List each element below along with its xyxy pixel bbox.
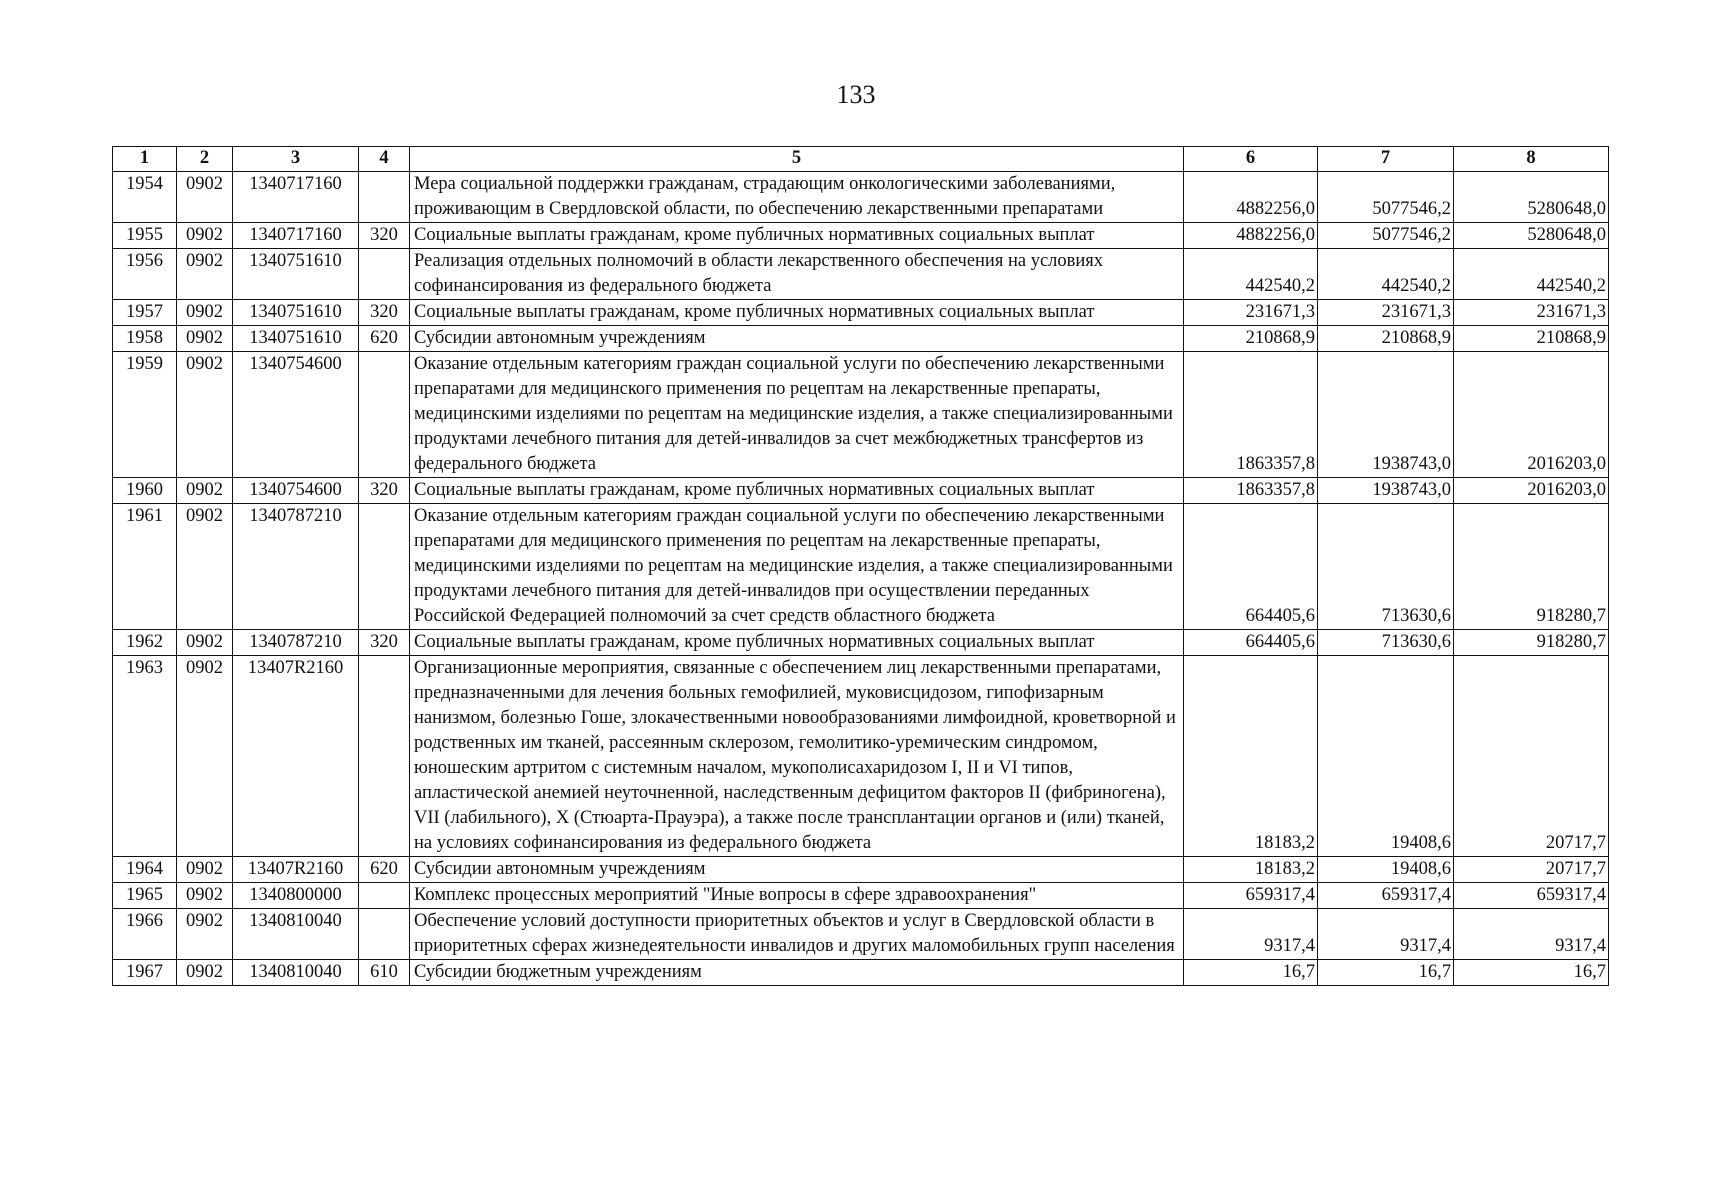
section-code-cell: 0902 <box>177 656 233 857</box>
section-code-cell: 0902 <box>177 249 233 300</box>
table-row <box>113 960 1609 986</box>
table-row <box>113 172 1609 223</box>
target-article-cell: 1340787210 <box>233 630 359 656</box>
amount-year2-cell: 19408,6 <box>1318 857 1454 883</box>
target-article-cell: 1340800000 <box>233 883 359 909</box>
expense-type-cell <box>359 909 410 960</box>
table-row <box>113 249 1609 300</box>
section-code-cell: 0902 <box>177 326 233 352</box>
table-row <box>113 326 1609 352</box>
target-article-cell: 1340751610 <box>233 249 359 300</box>
section-code-cell: 0902 <box>177 504 233 630</box>
target-article-cell: 1340754600 <box>233 478 359 504</box>
description-cell: Субсидии автономным учреждениям <box>410 857 1184 883</box>
table-row <box>113 857 1609 883</box>
amount-year1-cell: 1863357,8 <box>1184 352 1318 478</box>
table-body <box>113 172 1609 986</box>
header-row <box>113 147 1609 172</box>
amount-year2-cell: 1938743,0 <box>1318 478 1454 504</box>
column-header: 3 <box>233 147 359 172</box>
amount-year2-cell: 210868,9 <box>1318 326 1454 352</box>
target-article-cell: 1340810040 <box>233 909 359 960</box>
amount-year3-cell: 20717,7 <box>1454 656 1609 857</box>
expense-type-cell <box>359 249 410 300</box>
target-article-cell: 13407R2160 <box>233 857 359 883</box>
column-header: 5 <box>410 147 1184 172</box>
expense-type-cell <box>359 172 410 223</box>
budget-table <box>112 146 1609 986</box>
description-cell: Социальные выплаты гражданам, кроме публичных нормативных социальных выплат <box>410 300 1184 326</box>
description-cell: Субсидии автономным учреждениям <box>410 326 1184 352</box>
amount-year2-cell: 19408,6 <box>1318 656 1454 857</box>
target-article-cell: 1340787210 <box>233 504 359 630</box>
expense-type-cell <box>359 352 410 478</box>
amount-year2-cell: 713630,6 <box>1318 630 1454 656</box>
amount-year3-cell: 9317,4 <box>1454 909 1609 960</box>
column-header: 7 <box>1318 147 1454 172</box>
amount-year3-cell: 20717,7 <box>1454 857 1609 883</box>
expense-type-cell: 620 <box>359 857 410 883</box>
section-code-cell: 0902 <box>177 857 233 883</box>
amount-year3-cell: 442540,2 <box>1454 249 1609 300</box>
expense-type-cell: 620 <box>359 326 410 352</box>
expense-type-cell: 320 <box>359 478 410 504</box>
amount-year1-cell: 18183,2 <box>1184 656 1318 857</box>
target-article-cell: 1340751610 <box>233 300 359 326</box>
description-cell: Оказание отдельным категориям граждан социальной услуги по обеспечению лекарственными препаратами для медицинского применения по рецептам на лекарственные препараты, медицинскими изделиями по рецептам на медицинские изделия, а также специализированными продуктами лечебного питания для детей-инвалидов при осуществлении переданных Российской Федерацией полномочий за счет средств областного бюджета <box>410 504 1184 630</box>
expense-type-cell: 320 <box>359 223 410 249</box>
row-number-cell: 1962 <box>113 630 177 656</box>
section-code-cell: 0902 <box>177 172 233 223</box>
description-cell: Социальные выплаты гражданам, кроме публичных нормативных социальных выплат <box>410 478 1184 504</box>
section-code-cell: 0902 <box>177 300 233 326</box>
row-number-cell: 1966 <box>113 909 177 960</box>
amount-year2-cell: 5077546,2 <box>1318 172 1454 223</box>
amount-year1-cell: 231671,3 <box>1184 300 1318 326</box>
target-article-cell: 13407R2160 <box>233 656 359 857</box>
page-number: 133 <box>836 80 876 109</box>
amount-year3-cell: 2016203,0 <box>1454 352 1609 478</box>
row-number-cell: 1967 <box>113 960 177 986</box>
target-article-cell: 1340717160 <box>233 172 359 223</box>
amount-year2-cell: 9317,4 <box>1318 909 1454 960</box>
target-article-cell: 1340754600 <box>233 352 359 478</box>
description-cell: Мера социальной поддержки гражданам, страдающим онкологическими заболеваниями, проживающим в Свердловской области, по обеспечению лекарственными препаратами <box>410 172 1184 223</box>
row-number-cell: 1963 <box>113 656 177 857</box>
expense-type-cell <box>359 883 410 909</box>
amount-year1-cell: 9317,4 <box>1184 909 1318 960</box>
amount-year1-cell: 210868,9 <box>1184 326 1318 352</box>
row-number-cell: 1956 <box>113 249 177 300</box>
description-cell: Организационные мероприятия, связанные с обеспечением лиц лекарственными препаратами, предназначенными для лечения больных гемофилией, муковисцидозом, гипофизарным нанизмом, болезнью Гоше, злокачественными новообразованиями лимфоидной, кроветворной и родственных им тканей, рассеянным склерозом, гемолитико-уремическим синдромом, юношеским артритом с системным началом, мукополисахаридозом I, II и VI типов, апластической анемией неуточненной, наследственным дефицитом факторов II (фибриногена), VII (лабильного), X (Стюарта-Прауэра), а также после трансплантации органов и (или) тканей, на условиях софинансирования из федерального бюджета <box>410 656 1184 857</box>
table-row <box>113 478 1609 504</box>
column-header: 1 <box>113 147 177 172</box>
amount-year1-cell: 664405,6 <box>1184 504 1318 630</box>
amount-year2-cell: 5077546,2 <box>1318 223 1454 249</box>
budget-table-container <box>112 146 1608 986</box>
expense-type-cell <box>359 656 410 857</box>
amount-year3-cell: 659317,4 <box>1454 883 1609 909</box>
amount-year3-cell: 918280,7 <box>1454 504 1609 630</box>
amount-year2-cell: 231671,3 <box>1318 300 1454 326</box>
table-row <box>113 630 1609 656</box>
amount-year1-cell: 659317,4 <box>1184 883 1318 909</box>
row-number-cell: 1960 <box>113 478 177 504</box>
row-number-cell: 1954 <box>113 172 177 223</box>
amount-year3-cell: 5280648,0 <box>1454 223 1609 249</box>
column-header: 4 <box>359 147 410 172</box>
table-row <box>113 223 1609 249</box>
amount-year3-cell: 2016203,0 <box>1454 478 1609 504</box>
expense-type-cell <box>359 504 410 630</box>
expense-type-cell: 610 <box>359 960 410 986</box>
section-code-cell: 0902 <box>177 883 233 909</box>
target-article-cell: 1340717160 <box>233 223 359 249</box>
description-cell: Субсидии бюджетным учреждениям <box>410 960 1184 986</box>
column-header: 2 <box>177 147 233 172</box>
row-number-cell: 1957 <box>113 300 177 326</box>
section-code-cell: 0902 <box>177 352 233 478</box>
row-number-cell: 1964 <box>113 857 177 883</box>
row-number-cell: 1955 <box>113 223 177 249</box>
amount-year3-cell: 16,7 <box>1454 960 1609 986</box>
expense-type-cell: 320 <box>359 300 410 326</box>
amount-year1-cell: 1863357,8 <box>1184 478 1318 504</box>
table-row <box>113 909 1609 960</box>
section-code-cell: 0902 <box>177 223 233 249</box>
description-cell: Комплекс процессных мероприятий "Иные вопросы в сфере здравоохранения" <box>410 883 1184 909</box>
amount-year2-cell: 1938743,0 <box>1318 352 1454 478</box>
description-cell: Обеспечение условий доступности приоритетных объектов и услуг в Свердловской области в приоритетных сферах жизнедеятельности инвалидов и других маломобильных групп населения <box>410 909 1184 960</box>
target-article-cell: 1340810040 <box>233 960 359 986</box>
amount-year1-cell: 18183,2 <box>1184 857 1318 883</box>
description-cell: Оказание отдельным категориям граждан социальной услуги по обеспечению лекарственными препаратами для медицинского применения по рецептам на лекарственные препараты, медицинскими изделиями по рецептам на медицинские изделия, а также специализированными продуктами лечебного питания для детей-инвалидов за счет межбюджетных трансфертов из федерального бюджета <box>410 352 1184 478</box>
section-code-cell: 0902 <box>177 478 233 504</box>
table-row <box>113 300 1609 326</box>
table-row <box>113 504 1609 630</box>
row-number-cell: 1961 <box>113 504 177 630</box>
amount-year1-cell: 4882256,0 <box>1184 172 1318 223</box>
description-cell: Социальные выплаты гражданам, кроме публичных нормативных социальных выплат <box>410 223 1184 249</box>
description-cell: Реализация отдельных полномочий в области лекарственного обеспечения на условиях софинансирования из федерального бюджета <box>410 249 1184 300</box>
table-row <box>113 883 1609 909</box>
section-code-cell: 0902 <box>177 630 233 656</box>
amount-year1-cell: 664405,6 <box>1184 630 1318 656</box>
amount-year2-cell: 659317,4 <box>1318 883 1454 909</box>
description-cell: Социальные выплаты гражданам, кроме публичных нормативных социальных выплат <box>410 630 1184 656</box>
amount-year3-cell: 5280648,0 <box>1454 172 1609 223</box>
table-row <box>113 352 1609 478</box>
amount-year3-cell: 210868,9 <box>1454 326 1609 352</box>
amount-year2-cell: 713630,6 <box>1318 504 1454 630</box>
column-header: 8 <box>1454 147 1609 172</box>
amount-year3-cell: 918280,7 <box>1454 630 1609 656</box>
amount-year1-cell: 16,7 <box>1184 960 1318 986</box>
row-number-cell: 1959 <box>113 352 177 478</box>
section-code-cell: 0902 <box>177 960 233 986</box>
table-row <box>113 656 1609 857</box>
target-article-cell: 1340751610 <box>233 326 359 352</box>
row-number-cell: 1958 <box>113 326 177 352</box>
amount-year1-cell: 4882256,0 <box>1184 223 1318 249</box>
expense-type-cell: 320 <box>359 630 410 656</box>
column-header: 6 <box>1184 147 1318 172</box>
amount-year2-cell: 16,7 <box>1318 960 1454 986</box>
amount-year3-cell: 231671,3 <box>1454 300 1609 326</box>
row-number-cell: 1965 <box>113 883 177 909</box>
amount-year1-cell: 442540,2 <box>1184 249 1318 300</box>
section-code-cell: 0902 <box>177 909 233 960</box>
amount-year2-cell: 442540,2 <box>1318 249 1454 300</box>
